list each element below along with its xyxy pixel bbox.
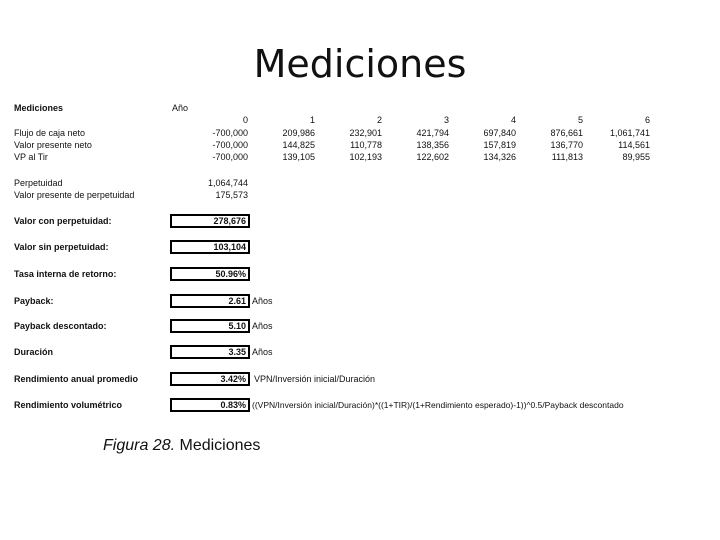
row-label: Valor presente neto [14,140,92,150]
row-cell: 134,326 [483,152,516,162]
metric-note: ((VPN/Inversión inicial/Duración)*((1+TIR)/(1+Rendimiento esperado)-1))^0.5/Payback descontado [252,400,624,410]
row-cell: 421,794 [416,128,449,138]
caption-text: Mediciones [179,437,261,454]
row-cell: 114,561 [618,140,650,150]
metric-label: Payback descontado: [14,321,107,331]
row-cell: 138,356 [416,140,449,150]
row-label: Flujo de caja neto [14,128,86,138]
metric-note: Años [252,347,273,357]
table-label: Mediciones [14,103,64,113]
metric-value: 50.96% [170,267,250,281]
metric-label: Rendimiento volumétrico [14,400,123,410]
metric-value: 3.35 [170,345,250,359]
row-cell: 122,602 [416,152,449,162]
year-4: 4 [510,115,516,125]
perpetuidad-value: 1,064,744 [207,178,248,188]
row-cell: -700,000 [212,152,248,162]
metric-label: Duración [14,347,54,357]
vp-perpetuidad-label: Valor presente de perpetuidad [14,190,135,200]
year-label: Año [172,103,189,113]
year-6: 6 [644,115,650,125]
row-label: VP al Tir [14,152,48,162]
row-cell: 139,105 [282,152,315,162]
row-cell: 111,813 [551,152,583,162]
year-2: 2 [376,115,382,125]
metric-label: Tasa interna de retorno: [14,269,117,279]
row-cell: 144,825 [282,140,315,150]
metric-value: 103,104 [170,240,250,254]
row-cell: 1,061,741 [609,128,650,138]
metric-note: VPN/Inversión inicial/Duración [254,374,376,384]
metric-note: Años [252,296,273,306]
row-cell: 136,770 [550,140,583,150]
perpetuidad-label: Perpetuidad [14,178,63,188]
metric-value: 3.42% [170,372,250,386]
metric-value: 2.61 [170,294,250,308]
slide-title: Mediciones [253,42,467,86]
row-cell: 89,955 [622,152,650,162]
metric-value: 278,676 [170,214,250,228]
figure-label: Figura 28. [103,437,176,454]
row-cell: 102,193 [349,152,382,162]
year-5: 5 [577,115,583,125]
year-3: 3 [443,115,449,125]
row-cell: 876,661 [550,128,583,138]
row-cell: 209,986 [282,128,315,138]
metric-note: Años [252,321,273,331]
year-1: 1 [309,115,315,125]
row-cell: 157,819 [483,140,516,150]
row-cell: 697,840 [483,128,516,138]
row-cell: 232,901 [349,128,382,138]
year-0: 0 [242,115,248,125]
metric-label: Valor sin perpetuidad: [14,242,109,252]
vp-perpetuidad-value: 175,573 [215,190,248,200]
metric-value: 0.83% [170,398,250,412]
metric-label: Payback: [14,296,54,306]
figure-caption [103,437,260,455]
row-cell: 110,778 [350,140,382,150]
row-cell: -700,000 [212,140,248,150]
metric-label: Valor con perpetuidad: [14,216,112,226]
row-cell: -700,000 [212,128,248,138]
metric-label: Rendimiento anual promedio [14,374,139,384]
metric-value: 5.10 [170,319,250,333]
